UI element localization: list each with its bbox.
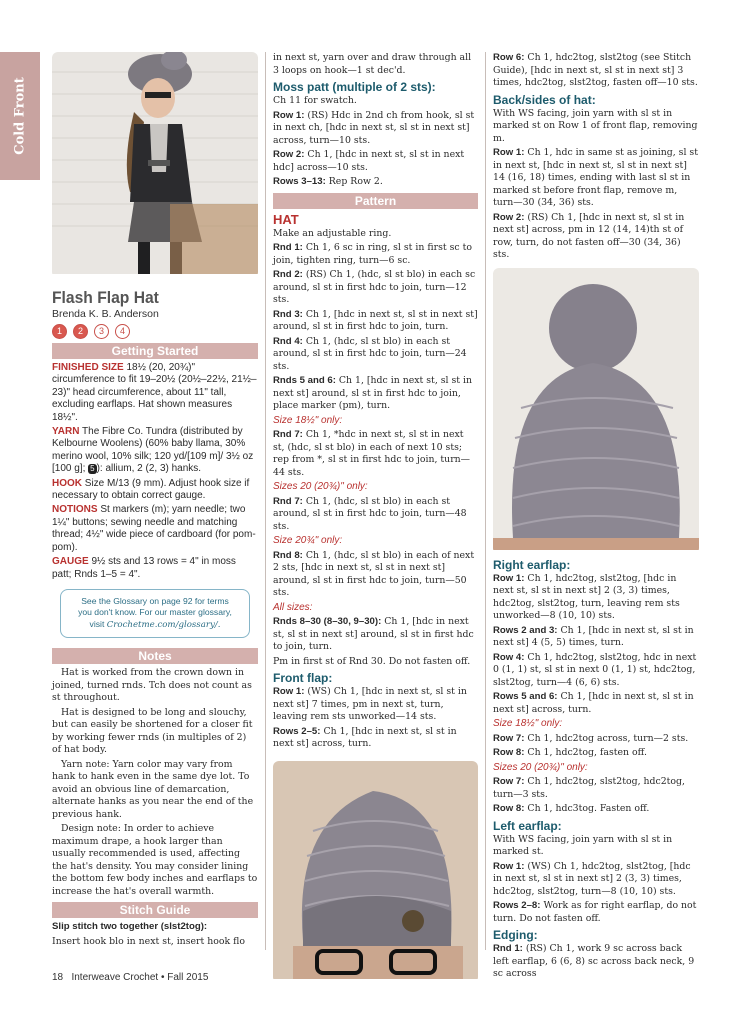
row-text: Rep Row 2. <box>325 176 383 187</box>
row-text: (WS) Ch 1, [hdc in next st, sl st in next st] 7 times, pm in next st, turn, leaving rem sts unworked—14 sts. <box>273 686 467 722</box>
continued-text: in next st, yarn over and draw through all 3 loops on hook—1 st dec'd. <box>273 52 472 76</box>
pattern-heading: Pattern <box>273 193 478 209</box>
row-text: Ch 1, [hdc in next st, sl st in next st] across, turn. <box>493 691 694 715</box>
row-key: Row 7: <box>493 776 525 787</box>
page-footer <box>52 972 208 983</box>
skill-level-1: 1 <box>52 324 67 339</box>
row-key: Row 1: <box>493 860 525 872</box>
note-paragraph: Hat is designed to be long and slouchy, but can easily be shortened for a closer fit by working fewer rnds (in multiples of 2) of hat body. <box>52 706 253 756</box>
hook-key: HOOK <box>52 477 82 489</box>
author: Brenda K. B. Anderson <box>52 308 159 320</box>
column-2 <box>273 52 478 983</box>
rnd-key: Rnd 3: <box>273 308 303 320</box>
left-earflap-heading: Left earflap: <box>493 818 562 833</box>
glossary-line: you don't know. For our master glossary, <box>78 607 232 618</box>
glossary-line: visit <box>89 618 107 629</box>
row-text: (WS) Ch 1, hdc2tog, slst2tog, [hdc in next st, sl st in next st] 2 (3, 3) times, hdc2tog, slst2tog, turn—8 (10, 10) sts. <box>493 860 691 897</box>
row-text: Work as for right earflap, do not turn. Do not fasten off. <box>493 900 697 924</box>
row-text: Ch 1, hdc2tog, slst2tog, hdc2tog, turn—3 sts. <box>493 776 686 800</box>
section-tab-label: Cold Front <box>12 77 28 155</box>
rnd-text: Ch 1, 6 sc in ring, sl st in first sc to join, tighten ring, turn—6 sc. <box>273 242 472 266</box>
row-key: Row 4: <box>493 651 525 663</box>
slst2tog-text: Insert hook blo in next st, insert hook flo <box>52 935 245 947</box>
row-key: Row 7: <box>493 732 525 744</box>
column-3 <box>493 52 699 981</box>
glossary-line: See the Glossary on page 92 for terms <box>81 595 229 606</box>
notes-heading: Notes <box>52 648 258 664</box>
size-note: Size 18½" only: <box>493 718 563 729</box>
rnd-key: Rnd 1: <box>273 242 303 253</box>
row-key: Row 1: <box>493 572 525 584</box>
yarn-weight-icon: 5 <box>90 464 95 474</box>
row-text: Ch 1, hdc2tog, slst2tog (see Stitch Guide), [hdc in next st, sl st in next st] 3 times, hdc2tog, slst2tog, fasten off—10 sts. <box>493 52 698 88</box>
rnd-text: Ch 1, [hdc in next st, sl st in next st] around, sl st in first hdc to join, turn. <box>273 616 474 652</box>
row-text: Ch 1, hdc2tog, fasten off. <box>524 747 647 758</box>
stitch-guide-heading: Stitch Guide <box>52 902 258 918</box>
footer-bullet: • <box>160 972 165 983</box>
skill-level-2: 2 <box>73 324 88 339</box>
magazine-name: Interweave Crochet <box>71 972 159 983</box>
right-earflap-heading: Right earflap: <box>493 557 571 572</box>
hat-back-photo <box>493 268 699 554</box>
note-paragraph: Yarn note: Yarn color may vary from hank to hank even in the same dye lot. To avoid an obvious line of demarcation, alternate hanks as you near the end of the previous hank. <box>52 758 254 820</box>
row-text: Ch 1, [hdc in next st, sl st in next st] across, turn. <box>273 725 457 749</box>
pattern-title: Flash Flap Hat <box>52 288 159 307</box>
rnd-key: Rnds 5 and 6: <box>273 375 336 386</box>
page-number: 18 <box>52 972 64 983</box>
row-key: Rows 2 and 3: <box>493 624 558 636</box>
hook: Size M/13 (9 mm). Adjust hook size if necessary to obtain correct gauge. <box>52 477 250 502</box>
rnd-text: Ch 1, [hdc in next st, sl st in next st] around, sl st in first hdc to join, turn. <box>273 308 478 332</box>
notions-key: NOTIONS <box>52 504 98 516</box>
size-note: Size 18½" only: <box>273 414 343 426</box>
left-intro: With WS facing, join yarn with sl st in marked st. <box>493 833 673 857</box>
rnd-text: Ch 1, *hdc in next st, sl st in next st, (hdc, sl st blo) in each of next 10 sts; rep from *, sl st in first hdc to join, turn—44 sts. <box>273 429 471 478</box>
gauge: 9½ sts and 13 rows = 4" in moss patt; Rnds 1–5 = 4". <box>52 556 236 580</box>
note-paragraph: Design note: In order to achieve maximum drape, a hook larger than usually recommended is used, affecting the hat's density. You may consider lining the bottom few body inches and earflaps to increase the hat's overall warmth. <box>52 823 258 897</box>
glossary-box <box>60 589 250 639</box>
row-key: Rows 2–5: <box>273 725 321 737</box>
rnd-key: Rnds 8–30 (8–30, 9–30): <box>273 616 382 627</box>
column-divider <box>265 52 266 950</box>
rnd-key: Rnd 7: <box>273 429 303 440</box>
row-text: Ch 1, hdc2tog across, turn—2 sts. <box>524 732 689 744</box>
row-text: Ch 1, hdc2tog, slst2tog, hdc in next 0 (1, 1) st, sl st in next 0 (1, 1) st, hdc2tog, slst2tog, turn—4 (6, 6) sts. <box>493 651 697 688</box>
issue: Fall 2015 <box>167 972 209 983</box>
getting-started <box>52 362 258 581</box>
row-key: Row 6: <box>493 52 525 63</box>
rnd-text: (RS) Ch 1, (hdc, sl st blo) in each sc around, sl st in first hdc to join, turn—12 sts. <box>273 269 476 305</box>
rnd-text: Pm in first st of Rnd 30. Do not fasten off. <box>273 655 471 667</box>
row-text: (RS) Hdc in 2nd ch from hook, sl st in next ch, [hdc in next st, sl st in next st] across, turn—10 sts. <box>273 109 475 146</box>
row-key: Rows 5 and 6: <box>493 691 558 702</box>
row-key: Rows 2–8: <box>493 900 541 911</box>
column-divider <box>485 52 486 950</box>
section-tab <box>0 52 40 180</box>
row-text: Ch 1, [hdc in next st, sl st in next hdc] across—10 sts. <box>273 149 465 173</box>
row-key: Row 8: <box>493 747 525 758</box>
yarn: The Fibre Co. Tundra (distributed by Kelbourne Woolens) (60% baby llama, 30% merino wool, 10% silk; 120 yd/[109 m]/ 3½ oz [100 g]; <box>52 426 254 475</box>
rnd-text: Ch 1, (hdc, sl st blo) in each of next 2 sts, [hdc in next st, sl st in next st] around, sl st in first hdc to join, turn—50 sts. <box>273 549 475 598</box>
back-intro: With WS facing, join yarn with sl st in marked st on Row 1 of front flap, removing m. <box>493 107 698 144</box>
size-note: All sizes: <box>273 601 313 613</box>
row-key: Row 2: <box>493 211 525 223</box>
rnd-text: (RS) Ch 1, work 9 sc across back left earflap, 6 (6, 8) sc across back neck, 9 sc across <box>493 943 695 979</box>
row-key: Row 1: <box>273 686 305 697</box>
note-paragraph: Hat is worked from the crown down in joined, turned rnds. Tch does not count as st throughout. <box>52 667 252 704</box>
rnd-text: Ch 1, (hdc, sl st blo) in each st around, sl st in first hdc to join, turn—48 sts. <box>273 495 467 532</box>
rnd-key: Rnd 4: <box>273 335 303 347</box>
rnd-text: Ch 1, [hdc in next st, sl st in next st] around, sl st in first hdc to join, place marker (pm), turn. <box>273 375 473 411</box>
row-text: Ch 1, [hdc in next st, sl st in next st] 4 (5, 5) times, turn. <box>493 624 694 648</box>
notions: St markers (m); yarn needle; two 1¼" buttons; sewing needle and matching thread; 4½" wide piece of cardboard (for pom-pom). <box>52 504 256 553</box>
row-key: Row 1: <box>493 147 525 158</box>
yarn-end: ): allium, 2 (2, 3) hanks. <box>96 463 202 475</box>
rnd-key: Rnd 2: <box>273 269 303 280</box>
skill-level-4: 4 <box>115 324 130 339</box>
finished-size-key: FINISHED SIZE <box>52 362 124 373</box>
back-heading: Back/sides of hat: <box>493 92 596 107</box>
row-key: Row 2: <box>273 149 305 160</box>
row-text: Ch 1, hdc3tog. Fasten off. <box>524 803 650 814</box>
row-text: (RS) Ch 1, [hdc in next st, sl st in next st] across, pm in 12 (14, 14)th st of row, turn, do not fasten off—30 (34, 36) sts. <box>493 211 685 260</box>
model-photo <box>52 52 258 278</box>
hat-front-photo <box>273 761 478 983</box>
row-text: Ch 1, hdc2tog, slst2tog, [hdc in next st, sl st in next st] 2 (3, 3) times, hdc2tog, slst2tog, turn, leaving rem sts unworked—8 (10, 10) sts. <box>493 572 680 621</box>
rnd-key: Rnd 8: <box>273 549 303 561</box>
skill-level-3: 3 <box>94 324 109 339</box>
hat-intro: Make an adjustable ring. <box>273 227 392 239</box>
finished-size: 18½ (20, 20¾)" circumference to fit 19–20½ (20½–22½, 21½–23)" head circumference, about 11" tall, excluding earflaps. Hat shown measures 18½". <box>52 362 257 423</box>
row-key: Row 1: <box>273 109 305 121</box>
rnd-key: Rnd 7: <box>273 495 303 507</box>
rnd-key: Rnd 1: <box>493 943 523 954</box>
slst2tog-heading: Slip stitch two together (slst2tog): <box>52 921 208 933</box>
size-note: Size 20¾" only: <box>273 535 343 546</box>
front-flap-heading: Front flap: <box>273 671 333 685</box>
hat-heading: HAT <box>273 211 299 227</box>
row-key: Row 8: <box>493 803 525 814</box>
rnd-text: Ch 1, (hdc, sl st blo) in each st around, sl st in first hdc to join, turn—24 sts. <box>273 335 467 372</box>
moss-ch: Ch 11 for swatch. <box>273 95 357 106</box>
size-note: Sizes 20 (20¾)" only: <box>493 761 588 773</box>
row-text: Ch 1, hdc in same st as joining, sl st in next st, [hdc in next st, sl st in next st] 14 (16, 18) times, ending with last sl st in marked st before front flap, remove m, turn—30 (34, 36) sts. <box>493 147 698 208</box>
row-key: Rows 3–13: <box>273 176 326 187</box>
gauge-key: GAUGE <box>52 556 89 568</box>
edging-heading: Edging: <box>493 928 538 942</box>
size-note: Sizes 20 (20¾)" only: <box>273 481 368 492</box>
getting-started-heading: Getting Started <box>52 343 258 359</box>
column-1 <box>52 52 258 948</box>
moss-heading: Moss patt (multiple of 2 sts): <box>273 80 436 94</box>
skill-levels <box>52 324 258 339</box>
glossary-link[interactable]: Crochetme.com/glossary/. <box>106 619 221 630</box>
yarn-key: YARN <box>52 426 80 438</box>
